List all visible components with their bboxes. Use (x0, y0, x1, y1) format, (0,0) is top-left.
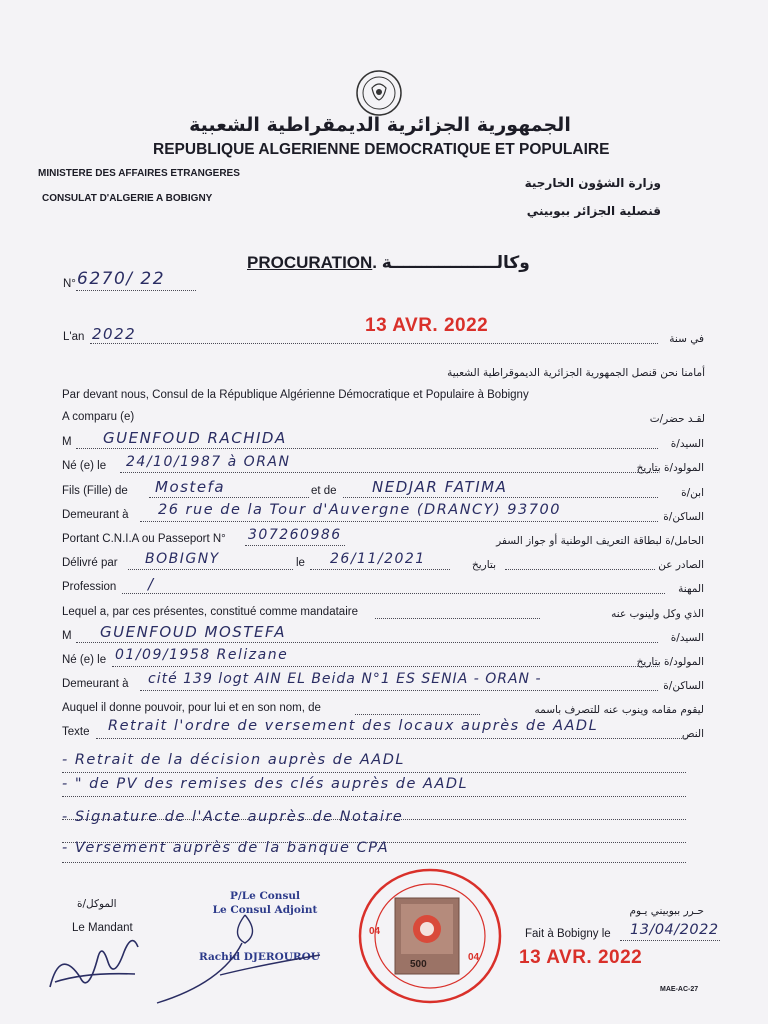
consul-line2: Le Consul Adjoint (212, 904, 318, 916)
principal-and-label: et de (311, 485, 337, 497)
agent-name-label-ar: السيد/ة (670, 632, 704, 644)
header-republic-fr: REPUBLIQUE ALGERIENNE DEMOCRATIQUE ET POPULAIRE (153, 141, 610, 158)
principal-issued-label: Délivré par (62, 557, 118, 569)
title-fr: PROCURATION (247, 253, 373, 272)
principal-name-value: GUENFOUD RACHIDA (103, 429, 287, 447)
powers-dots (355, 714, 480, 715)
mandant-signature (45, 932, 145, 1007)
fiscal-stamp-value: 500 (410, 959, 427, 970)
principal-born-dots (120, 472, 658, 473)
powers-ar: ليقوم مقامه وينوب عنه للتصرف باسمه (534, 704, 704, 716)
principal-name-dots (76, 448, 658, 449)
powers-line: Retrait l'ordre de versement des locaux auprès de AADL (108, 718, 599, 734)
agent-address-dots (140, 690, 658, 691)
place-date: 13/04/2022 (630, 922, 719, 938)
agent-address-label: Demeurant à (62, 678, 129, 690)
principal-issued-on: 26/11/2021 (330, 551, 426, 567)
consul-name: Rachid DJEROUROU (199, 951, 320, 963)
principal-profession-label-ar: المهنة (678, 583, 704, 595)
title-ar: وكالــــــــــــــــــة (381, 253, 530, 273)
text-label: Texte (62, 726, 90, 738)
year-value: 2022 (92, 325, 137, 343)
principal-mother-value: NEDJAR FATIMA (372, 478, 508, 496)
principal-address-value: 26 rue de la Tour d'Auvergne (DRANCY) 93700 (158, 502, 561, 518)
ministry-ar: وزارة الشؤون الخارجية (524, 176, 661, 190)
mandant-label-ar: الموكل/ة (77, 898, 117, 910)
appeared-fr: A comparu (e) (62, 411, 135, 423)
place-date-dots (620, 940, 720, 941)
principal-issued-ar-dots (505, 569, 655, 570)
date-stamp-top: 13 AVR. 2022 (365, 315, 489, 336)
consul-line1: P/Le Consul (230, 890, 300, 902)
agent-name-dots (76, 642, 658, 643)
agent-born-dots (112, 666, 658, 667)
principal-id-dots (245, 545, 345, 546)
principal-born-label: Né (e) le (62, 460, 107, 472)
number-value: 6270/ 22 (77, 269, 166, 289)
mandate-ar: الذي وكل ولينوب عنه (611, 608, 704, 620)
header-republic-ar: الجمهورية الجزائرية الديمقراطية الشعبية (189, 114, 571, 136)
powers-line-dots (62, 772, 686, 773)
principal-mother-dots (343, 497, 658, 498)
powers-line: - " de PV des remises des clés auprès de AADL (62, 776, 469, 792)
appeared-ar: لقـد حضر/ت (649, 413, 705, 425)
principal-born-value: 24/10/1987 à ORAN (126, 454, 291, 470)
principal-profession-label: Profession (62, 581, 117, 593)
seal-number-right: 04 (468, 952, 480, 963)
ministry-fr: MINISTERE DES AFFAIRES ETRANGERES (38, 168, 240, 179)
intro-fr: Par devant nous, Consul de la République Algérienne Démocratique et Populaire à Bobigny (62, 389, 529, 401)
principal-address-dots (140, 521, 658, 522)
powers-line: - Retrait de la décision auprès de AADL (62, 752, 405, 768)
powers-line-dots (96, 738, 686, 739)
principal-issued-by-dots (128, 569, 293, 570)
year-label: L'an (63, 331, 85, 343)
principal-address-label-ar: الساكن/ة (663, 511, 704, 523)
year-dots (90, 343, 658, 344)
agent-name-label: M (62, 630, 72, 642)
text-label-ar: النص (681, 728, 704, 740)
principal-name-label: M (62, 436, 72, 448)
principal-issued-label-ar: الصادر عن (658, 559, 704, 571)
principal-name-label-ar: السيد/ة (670, 438, 704, 450)
principal-child-label: Fils (Fille) de (62, 485, 128, 497)
agent-born-value: 01/09/1958 Relizane (115, 647, 289, 663)
principal-profession-dots (122, 593, 665, 594)
powers-line: - Signature de l'Acte auprès de Notaire (62, 809, 404, 825)
principal-id-label-ar: الحامل/ة لبطاقة التعريف الوطنية أو جواز السفر (496, 535, 704, 547)
principal-id-value: 307260986 (248, 527, 342, 543)
place-fr: Fait à Bobigny le (525, 928, 611, 940)
agent-name-value: GUENFOUD MOSTEFA (100, 623, 286, 641)
seal-number-left: 04 (369, 926, 381, 937)
form-code: MAE-AC-27 (660, 986, 699, 993)
consulate-fr: CONSULAT D'ALGERIE A BOBIGNY (42, 193, 213, 204)
mandant-label-fr: Le Mandant (72, 922, 133, 934)
principal-father-dots (149, 497, 309, 498)
principal-issued-by: BOBIGNY (145, 551, 220, 567)
intro-ar: أمامنا نحن قنصل الجمهورية الجزائرية الديموقراطية الشعبية (447, 367, 705, 379)
year-label-ar: في سنة (669, 333, 704, 345)
principal-father-value: Mostefa (155, 478, 226, 496)
principal-address-label: Demeurant à (62, 509, 129, 521)
agent-born-label: Né (e) le (62, 654, 107, 666)
principal-born-label-ar: المولود/ة بتاريخ (636, 462, 704, 474)
powers-line-dots (62, 862, 686, 863)
agent-address-label-ar: الساكن/ة (663, 680, 704, 692)
consular-seal (355, 866, 505, 1011)
date-stamp-bottom: 13 AVR. 2022 (519, 947, 643, 968)
mandate-fr: Lequel a, par ces présentes, constitué comme mandataire (62, 606, 358, 618)
agent-born-label-ar: المولود/ة بتاريخ (636, 656, 704, 668)
powers-line-dots (62, 796, 686, 797)
principal-child-label-ar: ابن/ة (681, 487, 704, 499)
principal-issued-on-dots (310, 569, 450, 570)
title-separator: . (372, 253, 382, 272)
mandate-dots (375, 618, 540, 619)
consul-signature (150, 905, 330, 1020)
powers-line: - Versement auprès de la banque CPA (62, 840, 390, 856)
number-label: N° (63, 278, 76, 290)
principal-issued-on-label-ar: بتاريخ (471, 559, 496, 571)
consulate-ar: قنصلية الجزائر ببوبيني (526, 204, 661, 218)
principal-id-label: Portant C.N.I.A ou Passeport N° (62, 533, 226, 545)
place-ar: حـرر ببوبيني يـوم (629, 905, 704, 917)
document-title (247, 253, 530, 273)
number-underline (76, 290, 196, 291)
powers-fr: Auquel il donne pouvoir, pour lui et en son nom, de (62, 702, 321, 714)
agent-address-value: cité 139 logt AIN EL Beida N°1 ES SENIA - ORAN - (148, 671, 542, 687)
principal-issued-on-label: le (296, 557, 305, 569)
principal-profession-value: / (148, 575, 155, 593)
